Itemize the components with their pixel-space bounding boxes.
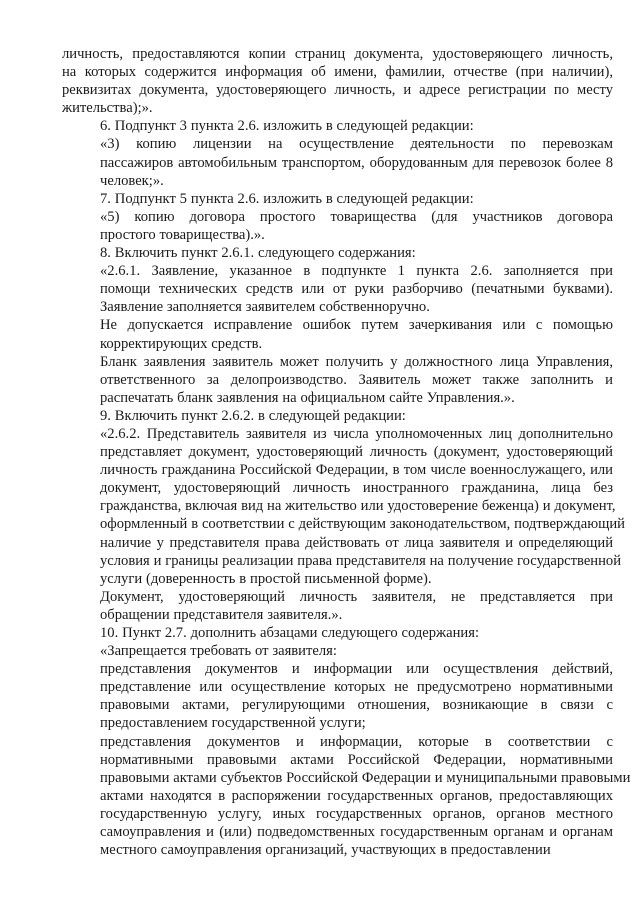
text-line: условия и границы реализации права представителя на получение государственной	[100, 552, 622, 569]
paragraph-p-10-a	[62, 660, 613, 732]
paragraph-p-intro	[62, 45, 613, 117]
text-line: простого товарищества).».	[100, 226, 265, 243]
text-line: оформленный в соответствии с действующим законодательством, подтверждающий	[100, 516, 625, 533]
text-line: помощи технических средств или от руки разборчиво (печатными буквами).	[100, 281, 613, 298]
text-line: наличие у представителя права действовать от лица заявителя и определяющий	[100, 534, 613, 551]
text-line: «Запрещается требовать от заявителя:	[100, 643, 337, 660]
text-line: Не допускается исправление ошибок путем зачеркивания или с помощью	[100, 317, 613, 334]
paragraph-p-8-quote	[62, 262, 613, 316]
paragraph-p-8-corrections	[62, 316, 613, 352]
text-line: 9. Включить пункт 2.6.2. в следующей редакции:	[100, 407, 406, 424]
paragraph-p-8	[62, 244, 613, 262]
text-line: «5) копию договора простого товарищества (для участников договора	[100, 208, 613, 225]
text-line: представления документов и информации, которые в соответствии с	[100, 733, 613, 750]
paragraph-p-9-not-required	[62, 588, 613, 624]
text-line: представления документов и информации или осуществления действий,	[100, 661, 613, 678]
paragraph-p-10-b	[62, 733, 631, 860]
text-line: гражданства, включая вид на жительство или удостоверение беженца) и документ,	[100, 498, 616, 515]
paragraph-p-10-quote	[62, 642, 613, 660]
paragraph-p-10	[62, 624, 613, 642]
text-line: предоставлением государственной услуги;	[100, 715, 366, 732]
text-line: «2.6.1. Заявление, указанное в подпункте 1 пункта 2.6. заполняется при	[100, 263, 613, 280]
text-line: 10. Пункт 2.7. дополнить абзацами следующего содержания:	[100, 625, 479, 641]
text-line: пассажиров автомобильным транспортом, оборудованным для перевозок более 8	[100, 154, 613, 171]
text-line: личность, предоставляются копии страниц документа, удостоверяющего личность,	[62, 46, 613, 62]
text-line: корректирующих средств.	[100, 335, 263, 352]
text-line: услуги (доверенность в простой письменной форме).	[100, 570, 432, 587]
text-line: Бланк заявления заявитель может получить у должностного лица Управления,	[100, 353, 613, 370]
text-line: распечатать бланк заявления на официальном сайте Управления.».	[100, 389, 515, 406]
text-line: представление или осуществление которых не предусмотрено нормативными	[100, 679, 613, 696]
text-line: «2.6.2. Представитель заявителя из числа уполномоченных лиц дополнительно	[100, 425, 613, 442]
text-line: правовыми актами субъектов Российской Федерации и муниципальными правовыми	[100, 769, 631, 786]
text-line: 6. Подпункт 3 пункта 2.6. изложить в следующей редакции:	[100, 118, 474, 135]
document-body	[62, 45, 631, 859]
text-line: ответственного за делопроизводство. Заявитель может также заполнить и	[100, 371, 613, 388]
text-line: реквизитах документа, удостоверяющего личность, и адресе регистрации по месту	[62, 82, 613, 99]
text-line: обращении представителя заявителя.».	[100, 606, 343, 623]
paragraph-p-7-quote	[62, 208, 613, 244]
paragraph-p-8-form	[62, 353, 613, 407]
text-line: Заявление заполняется заявителем собственноручно.	[100, 299, 430, 316]
text-line: актами находятся в распоряжении государственных органов, предоставляющих	[100, 787, 613, 804]
text-line: человек;».	[100, 172, 164, 189]
text-line: на которых содержится информация об имени, фамилии, отчестве (при наличии),	[62, 64, 613, 81]
text-line: нормативными правовыми актами Российской Федерации, нормативными	[100, 751, 613, 768]
paragraph-p-6	[62, 117, 613, 135]
text-line: государственную услугу, иных государственных органов, органов местного	[100, 805, 613, 822]
paragraph-p-9-quote	[62, 425, 625, 588]
text-line: личность гражданина Российской Федерации, в том числе военнослужащего, или	[100, 462, 613, 479]
text-line: правовыми актами, регулирующими отношения, возникающие в связи с	[100, 697, 613, 714]
text-line: местного самоуправления организаций, участвующих в предоставлении	[100, 842, 551, 859]
text-line: 7. Подпункт 5 пункта 2.6. изложить в следующей редакции:	[100, 190, 474, 207]
text-line: представляет документ, удостоверяющий личность (документ, удостоверяющий	[100, 444, 613, 461]
paragraph-p-6-quote	[62, 135, 613, 189]
text-line: 8. Включить пункт 2.6.1. следующего содержания:	[100, 245, 416, 262]
paragraph-p-7	[62, 190, 613, 208]
text-line: самоуправления и (или) подведомственных государственным органам и органам	[100, 824, 613, 841]
text-line: жительства);».	[62, 100, 153, 117]
paragraph-p-9	[62, 407, 613, 425]
text-line: Документ, удостоверяющий личность заявителя, не представляется при	[100, 588, 613, 605]
text-line: «3) копию лицензии на осуществление деятельности по перевозкам	[100, 136, 613, 153]
text-line: документ, удостоверяющий личность иностранного гражданина, лица без	[100, 480, 613, 497]
